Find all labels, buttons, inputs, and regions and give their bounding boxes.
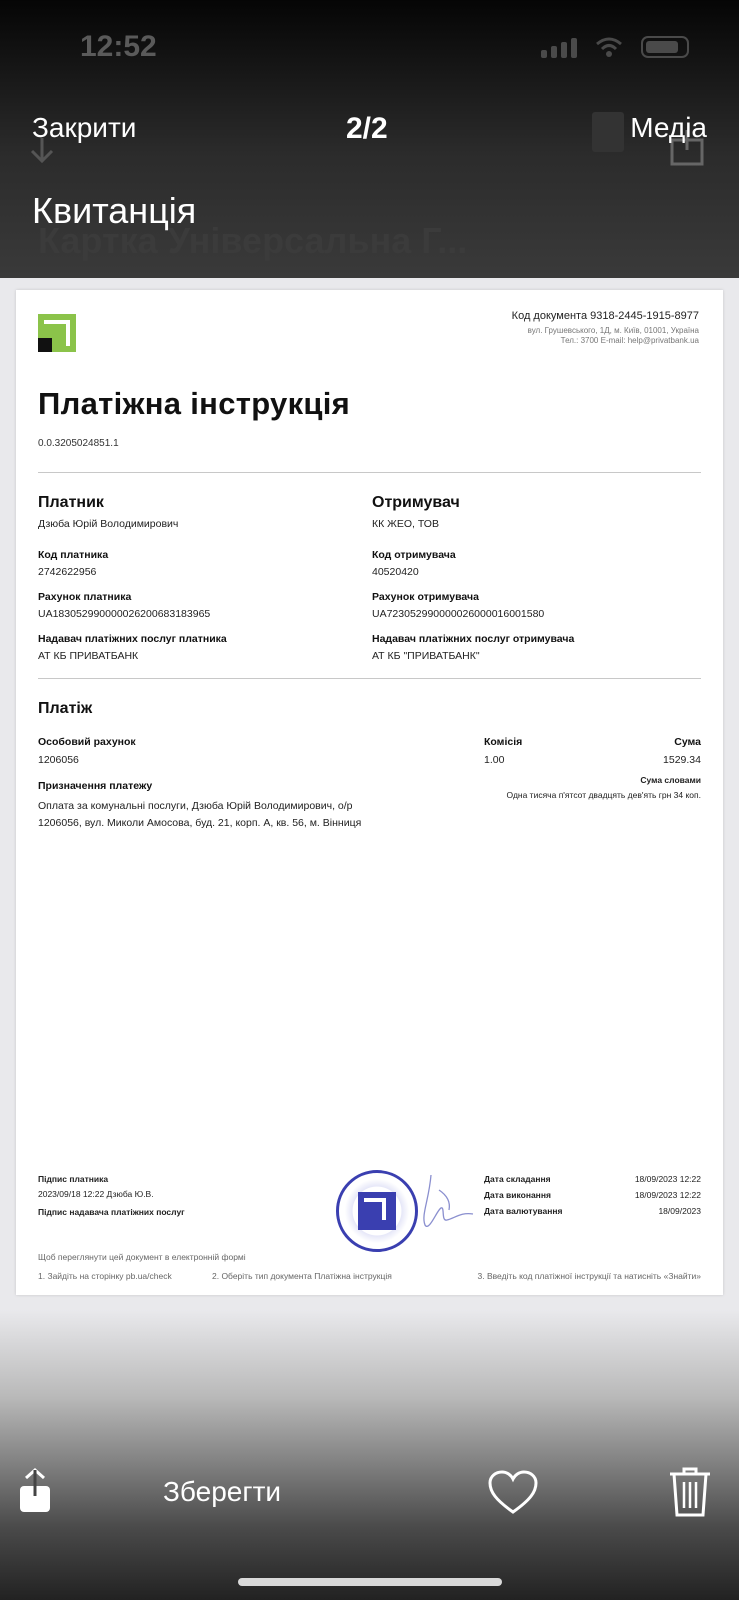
payer-provider: АТ КБ ПРИВАТБАНК [38, 650, 139, 662]
document-icon [592, 112, 624, 152]
footer-step2: 2. Оберіть тип документа Платіжна інструкція [212, 1271, 392, 1281]
page-indicator: 2/2 [346, 112, 388, 145]
date-created-label: Дата складання [484, 1174, 551, 1184]
commission-label: Комісія [484, 736, 523, 748]
background-title: Картка Універсальна Г... [38, 220, 468, 261]
payer-provider-label: Надавач платіжних послуг платника [38, 633, 227, 645]
wifi-icon [595, 37, 623, 57]
personal-account: 1206056 [38, 754, 79, 766]
home-indicator[interactable] [238, 1578, 502, 1586]
amount: 1529.34 [663, 754, 701, 766]
footer-step1: 1. Зайдіть на сторінку pb.ua/check [38, 1271, 172, 1281]
date-executed: 18/09/2023 12:22 [634, 1190, 701, 1200]
payer-account-label: Рахунок платника [38, 591, 132, 603]
recipient-heading: Отримувач [372, 494, 460, 511]
recipient-code-label: Код отримувача [372, 549, 456, 561]
bank-address-line1: вул. Грушевського, 1Д, м. Київ, 01001, Україна [527, 326, 699, 335]
receipt-document [16, 290, 723, 1295]
recipient-account: UA723052990000026000016001580 [372, 608, 545, 620]
bank-stamp-icon [336, 1170, 418, 1252]
document-title: Платіжна інструкція [38, 386, 351, 421]
payer-name: Дзюба Юрій Володимирович [38, 518, 179, 530]
footer-intro: Щоб переглянути цей документ в електронній формі [38, 1252, 246, 1262]
payer-sign-label: Підпис платника [38, 1174, 109, 1184]
document-number: 0.0.3205024851.1 [38, 438, 119, 449]
trash-icon[interactable] [668, 1466, 712, 1518]
date-value: 18/09/2023 [658, 1206, 701, 1216]
bank-logo-icon [38, 314, 76, 352]
divider [38, 472, 701, 473]
date-value-label: Дата валютування [484, 1206, 563, 1216]
recipient-code: 40520420 [372, 566, 419, 578]
provider-sign-label: Підпис надавача платіжних послуг [38, 1207, 185, 1217]
bank-address [528, 326, 699, 346]
status-time: 12:52 [80, 30, 157, 63]
amount-label: Сума [674, 736, 701, 748]
media-button[interactable]: Медіа [630, 112, 707, 143]
footer-step3: 3. Введіть код платіжної інструкції та натисніть «Знайти» [477, 1271, 701, 1281]
payer-code: 2742622956 [38, 566, 97, 578]
payer-heading: Платник [38, 494, 104, 511]
heart-icon[interactable] [488, 1470, 538, 1516]
share-icon[interactable] [18, 1468, 52, 1514]
recipient-provider-label: Надавач платіжних послуг отримувача [372, 633, 575, 645]
payment-heading: Платіж [38, 700, 93, 717]
commission: 1.00 [484, 754, 505, 766]
payer-code-label: Код платника [38, 549, 109, 561]
bank-address-line2: Тел.: 3700 E-mail: help@privatbank.ua [560, 336, 699, 345]
payer-sign-value: 2023/09/18 12:22 Дзюба Ю.В. [38, 1189, 154, 1199]
amount-words-label: Сума словами [640, 775, 701, 785]
purpose: Оплата за комунальні послуги, Дзюба Юрій Володимирович, о/р 1206056, вул. Миколи Амосова, буд. 21, корп. А, кв. 56, м. Вінниця [38, 800, 362, 829]
document-code: Код документа 9318-2445-1915-8977 [511, 310, 699, 322]
purpose-label: Призначення платежу [38, 780, 153, 792]
recipient-account-label: Рахунок отримувача [372, 591, 479, 603]
payer-account: UA183052990000026200683183965 [38, 608, 211, 620]
recipient-provider: АТ КБ "ПРИВАТБАНК" [372, 650, 480, 662]
date-executed-label: Дата виконання [484, 1190, 551, 1200]
bottom-toolbar [0, 1310, 739, 1600]
signal-icon [541, 36, 577, 58]
battery-icon [641, 36, 689, 58]
divider [38, 678, 701, 679]
amount-words: Одна тисяча п'ятсот двадцять дев'ять грн 34 коп. [506, 790, 701, 800]
page-title: Квитанція [32, 190, 197, 231]
save-button[interactable]: Зберегти [163, 1476, 282, 1507]
personal-account-label: Особовий рахунок [38, 736, 136, 748]
close-button[interactable]: Закрити [32, 112, 137, 143]
signature-icon [411, 1170, 491, 1240]
date-created: 18/09/2023 12:22 [634, 1174, 701, 1184]
recipient-name: КК ЖЕО, ТОВ [372, 518, 439, 530]
status-icons [541, 36, 689, 58]
